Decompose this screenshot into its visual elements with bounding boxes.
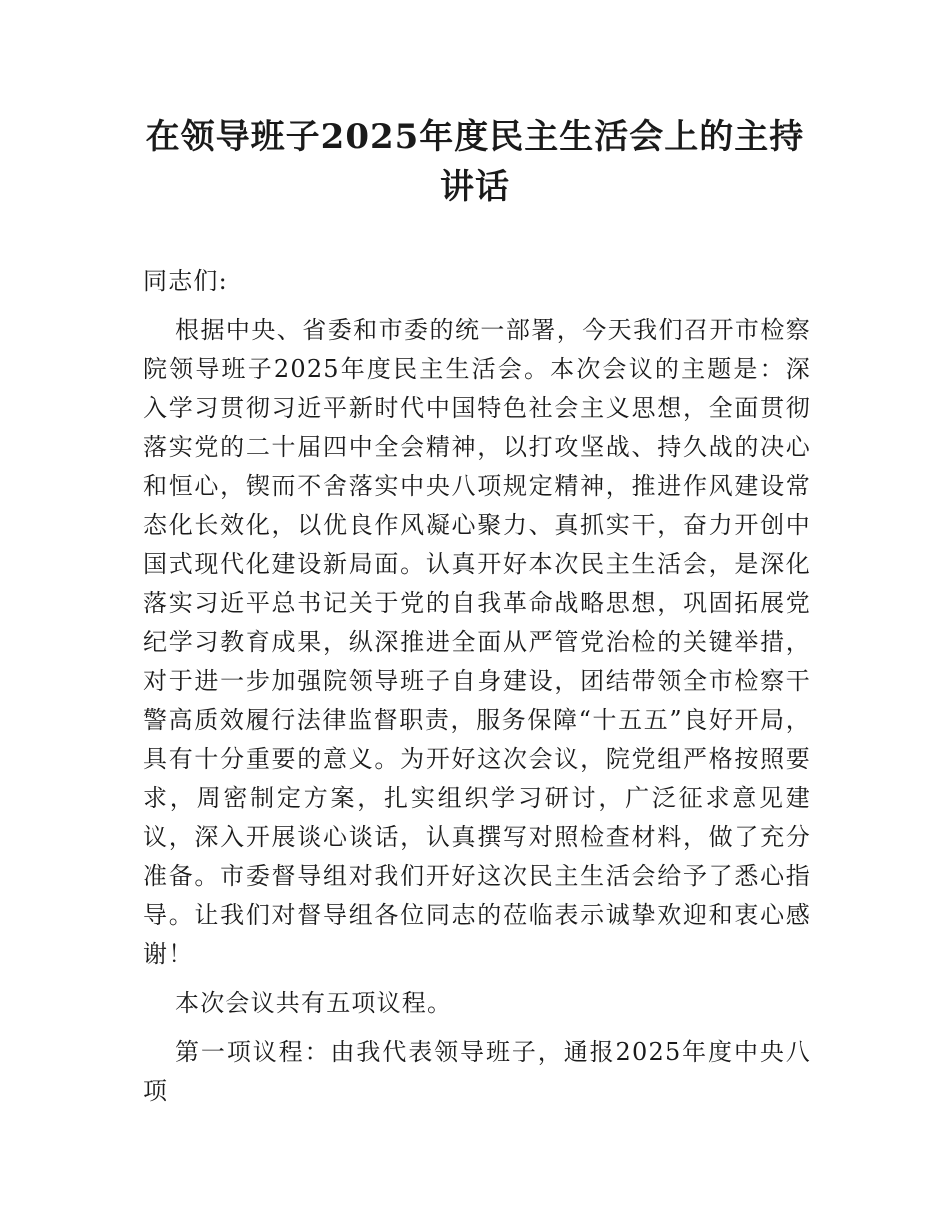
paragraph-agenda-item-1: 第一项议程：由我代表领导班子，通报2025年度中央八项 [143,1038,811,1105]
paragraph-agenda-intro: 本次会议共有五项议程。 [175,989,453,1017]
document-title: 在领导班子2025年度民主生活会上的主持讲话 [145,117,805,207]
document-body [143,262,811,1121]
salutation: 同志们: [143,267,228,295]
paragraph-opening: 根据中央、省委和市委的统一部署，今天我们召开市检察院领导班子2025年度民主生活会。本次会议的主题是：深入学习贯彻习近平新时代中国特色社会主义思想，全面贯彻落实党的二十届四中全会精神，以打攻坚战、持久战的决心和恒心，锲而不舍落实中央八项规定精神，推进作风建设常态化长效化，以优良作风凝心聚力、真抓实干，奋力开创中国式现代化建设新局面。认真开好本次民主生活会，是深化落实习近平总书记关于党的自我革命战略思想，巩固拓展党纪学习教育成果，纵深推进全面从严管党治检的关键举措，对于进一步加强院领导班子自身建设，团结带领全市检察干警高质效履行法律监督职责，服务保障“十五五”良好开局，具有十分重要的意义。为开好这次会议，院党组严格按照要求，周密制定方案，扎实组织学习研讨，广泛征求意见建议，深入开展谈心谈话，认真撰写对照检查材料，做了充分准备。市委督导组对我们开好这次民主生活会给予了悉心指导。让我们对督导组各位同志的莅临表示诚挚欢迎和衷心感谢！ [143,316,811,968]
